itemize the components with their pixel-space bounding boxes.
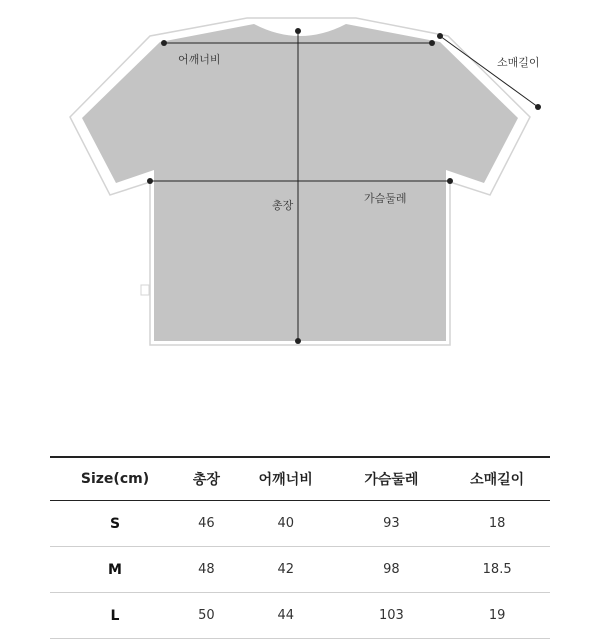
shoulder-cell: 44	[233, 593, 339, 639]
chest-cell: 98	[339, 547, 445, 593]
shoulder-cell: 42	[233, 547, 339, 593]
chest-label: 가슴둘레	[364, 192, 407, 205]
length-cell: 50	[180, 593, 233, 639]
sleeve-cell: 18	[444, 501, 550, 547]
size-table-header	[50, 457, 550, 501]
shoulder-label: 어깨너비	[178, 53, 221, 66]
header-size: Size(cm)	[50, 457, 180, 501]
length-cell: 46	[180, 501, 233, 547]
size-table	[50, 456, 550, 639]
header-length: 총장	[180, 457, 233, 501]
header-chest: 가슴둘레	[339, 457, 445, 501]
length-cell: 48	[180, 547, 233, 593]
size-cell: L	[50, 593, 180, 639]
shoulder-cell: 40	[233, 501, 339, 547]
header-shoulder: 어깨너비	[233, 457, 339, 501]
side-tag	[141, 285, 149, 295]
header-sleeve: 소매길이	[444, 457, 550, 501]
size-cell: S	[50, 501, 180, 547]
table-row	[50, 501, 550, 547]
table-row	[50, 593, 550, 639]
length-label: 총장	[272, 199, 294, 212]
chest-cell: 93	[339, 501, 445, 547]
size-cell: M	[50, 547, 180, 593]
table-row	[50, 547, 550, 593]
sleeve-cell: 18.5	[444, 547, 550, 593]
chest-cell: 103	[339, 593, 445, 639]
sleeve-label: 소매길이	[497, 56, 540, 69]
sleeve-cell: 19	[444, 593, 550, 639]
